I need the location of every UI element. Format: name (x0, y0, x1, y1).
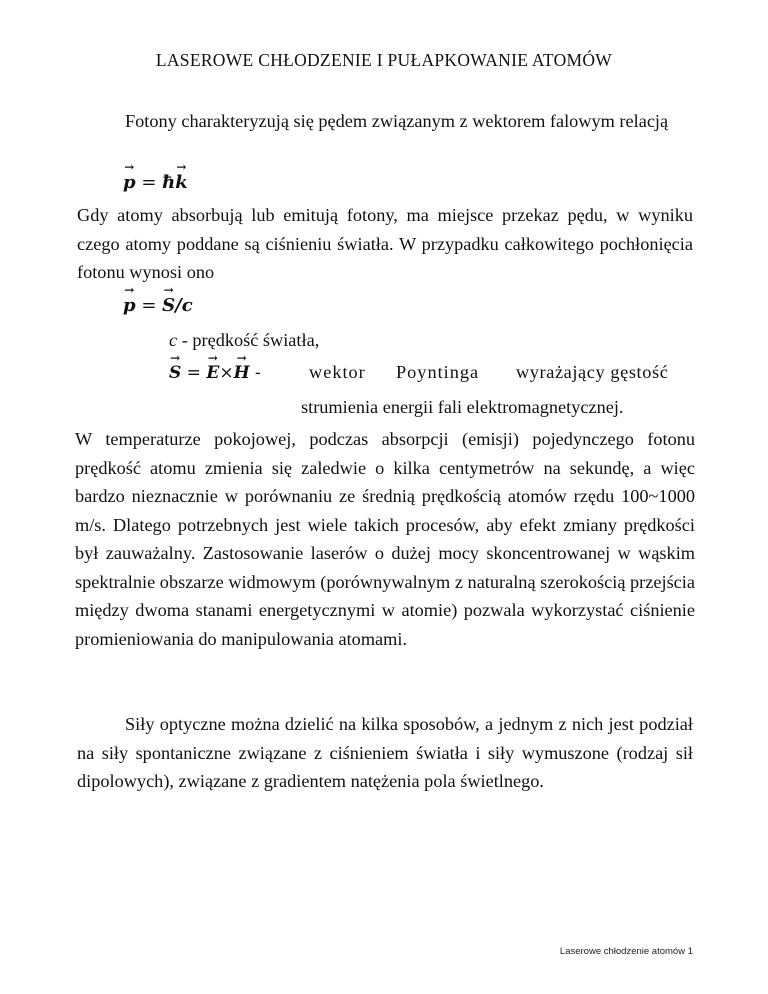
paragraph-room-temperature (75, 425, 695, 653)
hbar-symbol: ħ (162, 172, 176, 193)
momentum-vector: → p (123, 172, 136, 193)
equals-sign: = (181, 363, 207, 383)
paragraph-intro (77, 107, 693, 136)
equation-momentum-poynting (123, 295, 193, 316)
poynting-vector: → S (162, 295, 175, 316)
paragraph-room-temperature-text: W temperaturze pokojowej, podczas absorpcji (emisji) pojedynczego fotonu prędkość atomu zmienia się zaledwie o kilka centymetrów na sekundę, a więc bardzo nieznacznie w porównaniu ze średnią prędkością atomów rzędu 100~1000 m/s. Dlatego potrzebnych jest wiele takich procesów, aby efekt zmiany prędkości był zauważalny. Zastosowanie laserów o dużej mocy skoncentrowanej w wąskim spektralnie obszarze widmowym (porównywalnym z naturalną szerokością przejścia między dwoma stanami energetycznymi w atomie) pozwala wykorzystać ciśnienie promieniowania do manipulowania atomami. (75, 429, 695, 649)
paragraph-intro-text: Fotony charakteryzują się pędem związanym z wektorem falowym relacją (125, 111, 669, 131)
definition-s-formula (169, 363, 261, 383)
paragraph-optical-forces (77, 710, 693, 796)
page-footer: Laserowe chłodzenie atomów 1 (559, 946, 693, 957)
speed-of-light-symbol: c (181, 295, 193, 316)
equals-sign: = (135, 295, 163, 316)
magnetic-field-vector: → H (234, 363, 250, 383)
definition-s-continuation: strumienia energii fali elektromagnetycznej. (301, 397, 624, 417)
page-title: LASEROWE CHŁODZENIE I PUŁAPKOWANIE ATOMÓW (155, 50, 613, 70)
definition-c-var: c (169, 330, 178, 350)
slash-symbol: / (175, 295, 182, 316)
poynting-vector: → S (169, 363, 181, 383)
paragraph-absorption-text: Gdy atomy absorbują lub emitują fotony, ma miejsce przekaz pędu, w wyniku czego atomy poddane są ciśnieniu światła. W przypadku całkowitego pochłonięcia fotonu wynosi ono (77, 205, 693, 282)
paragraph-optical-forces-text: Siły optyczne można dzielić na kilka sposobów, a jednym z nich jest podział na siły spontaniczne związane z ciśnieniem światła i siły wymuszone (rodzaj sił dipolowych), związane z gradientem natężenia pola świetlnego. (77, 714, 693, 791)
definition-s-word3: wyrażający gęstość (516, 362, 669, 382)
equation-momentum-wavevector (123, 172, 188, 193)
definition-c (169, 330, 319, 351)
definition-c-text: - prędkość światła, (177, 330, 320, 350)
definition-s-word1: wektor (309, 362, 366, 382)
equals-sign: = (135, 172, 163, 193)
wave-vector: → k (175, 172, 187, 193)
definition-s (169, 362, 693, 383)
momentum-vector: → p (123, 295, 136, 316)
cross-product-symbol: × (219, 363, 234, 383)
dash-symbol: - (249, 363, 261, 383)
definition-s-word2: Poyntinga (396, 362, 480, 382)
paragraph-absorption (77, 201, 693, 287)
electric-field-vector: → E (206, 363, 219, 383)
